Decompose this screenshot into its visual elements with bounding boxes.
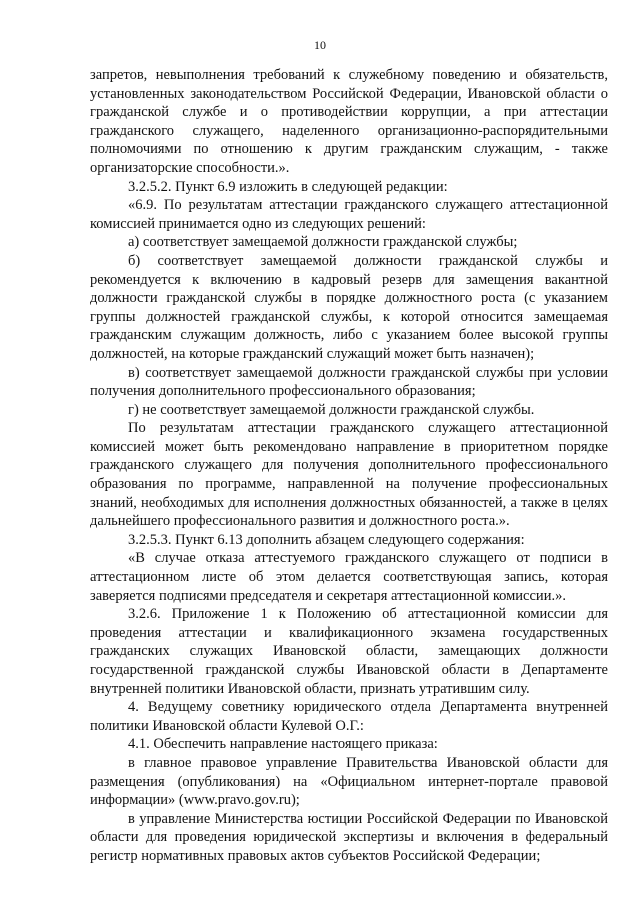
paragraph-3-2-6: 3.2.6. Приложение 1 к Положению об аттестационной комиссии для проведения аттестации и квалификационного экзамена государственных гражданских служащих Ивановской области, замещающих должности государственной гражданской службы Ивановской области в Департаменте внутренней политики Ивановской области, признать утратившим силу.: [90, 606, 608, 697]
paragraph-6-9: «6.9. По результатам аттестации гражданского служащего аттестационной комиссией принимается одно из следующих решений:: [90, 197, 608, 232]
paragraph-item-b: б) соответствует замещаемой должности гражданской службы и рекомендуется к включению в кадровый резерв для замещения вакантной должности гражданской службы в порядке должностного роста (с указанием группы должностей гражданской службы, к которой относится замещаемая гражданским служащим должность, либо с указанием более высокой группы должностей, на которые гражданский служащий может быть назначен);: [90, 252, 608, 362]
paragraph-item-a: а) соответствует замещаемой должности гражданской службы;: [128, 234, 518, 251]
document-body: [90, 66, 608, 866]
paragraph-item-g: г) не соответствует замещаемой должности гражданской службы.: [128, 401, 535, 418]
paragraph-recommendation: По результатам аттестации гражданского служащего аттестационной комиссией может быть рекомендовано направление в приоритетном порядке гражданского служащего для получения дополнительного профессионального образования по программе, направленной на получение профессиональных знаний, необходимых для исполнения должностных обязанностей, а также в целях дальнейшего профессионального развития и должностного роста.».: [90, 420, 608, 530]
paragraph-3-2-5-2: 3.2.5.2. Пункт 6.9 изложить в следующей редакции:: [128, 178, 448, 195]
paragraph-refusal: «В случае отказа аттестуемого гражданского служащего от подписи в аттестационном листе об этом делается соответствующая запись, которая заверяется подписями председателя и секретаря аттестационной комиссии.».: [90, 550, 608, 604]
paragraph-4: 4. Ведущему советнику юридического отдела Департамента внутренней политики Ивановской области Кулевой О.Г.:: [90, 699, 608, 734]
paragraph-ministry-justice: в управление Министерства юстиции Российской Федерации по Ивановской области для проведения юридической экспертизы и включения в федеральный регистр нормативных правовых актов субъектов Российской Федерации;: [90, 810, 608, 864]
paragraph-continuation: запретов, невыполнения требований к служебному поведению и обязательств, установленных законодательством Российской Федерации, Ивановской области о гражданской службе и о противодействии коррупции, а при аттестации гражданского служащего, наделенного организационно-распорядительными полномочиями по отношению к другим гражданским служащим, - также организаторские способности.».: [90, 67, 608, 176]
paragraph-item-v: в) соответствует замещаемой должности гражданской службы при условии получения дополнительного профессионального образования;: [90, 364, 608, 400]
paragraph-4-1: 4.1. Обеспечить направление настоящего приказа:: [128, 736, 438, 753]
page-number: 10: [314, 38, 326, 52]
paragraph-legal-department: в главное правовое управление Правительства Ивановской области для размещения (опубликования) на «Официальном интернет-портале правовой информации» (www.pravo.gov.ru);: [90, 754, 608, 809]
paragraph-3-2-5-3: 3.2.5.3. Пункт 6.13 дополнить абзацем следующего содержания:: [128, 531, 525, 548]
